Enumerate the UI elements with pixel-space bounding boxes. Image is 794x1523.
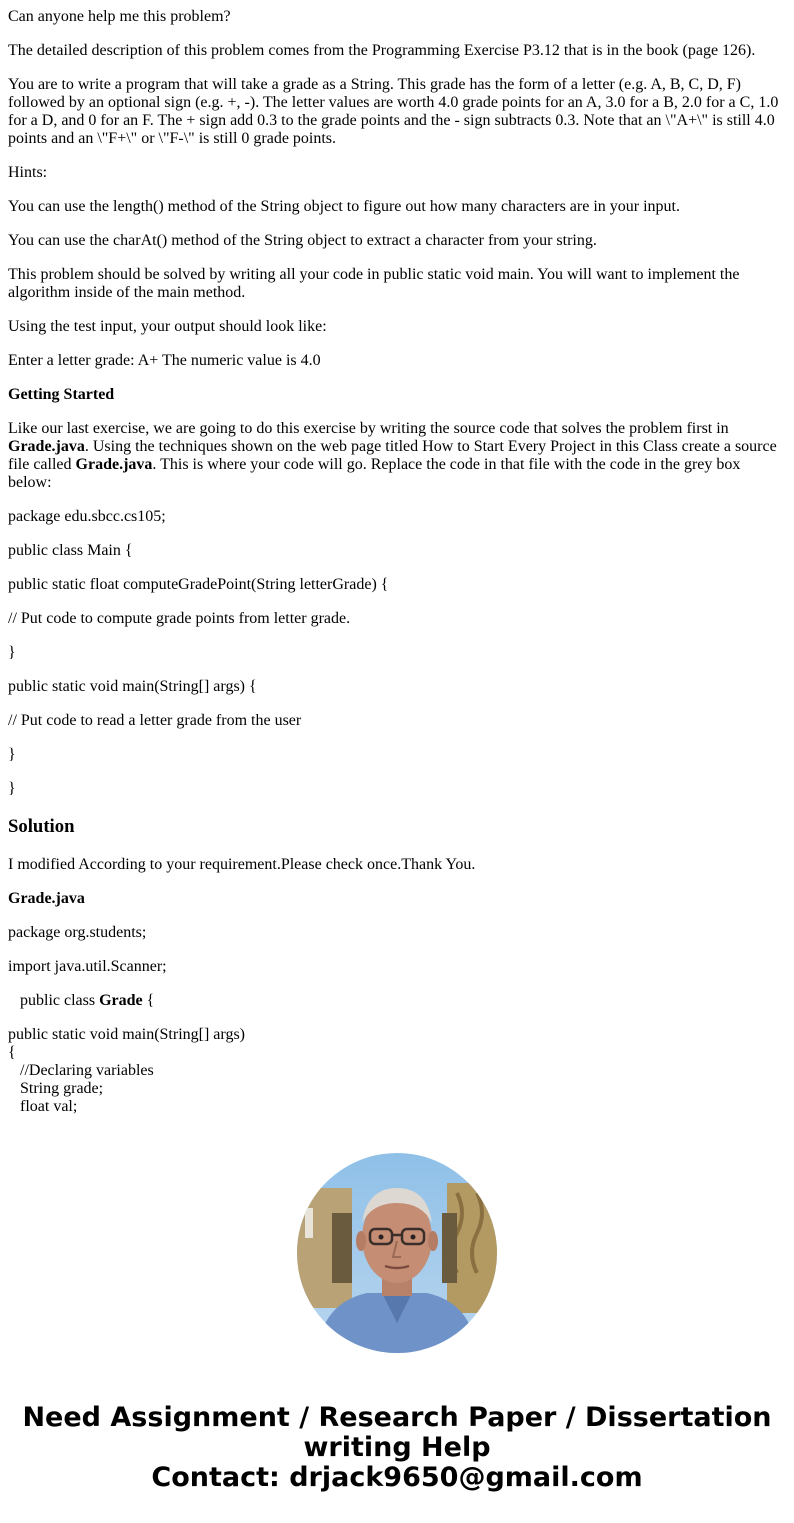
banner-line: Need Assignment / Research Paper / Dissertation [22,1402,772,1433]
hints-label: Hints: [8,164,48,181]
solution-heading: Solution [8,816,75,837]
code-line: //Declaring variables [20,1062,154,1079]
filename-grade-java: Grade.java [75,456,153,473]
solution-filename: Grade.java [8,890,85,907]
page-content [8,8,786,1132]
import-line: import java.util.Scanner; [8,958,167,975]
code-line: // Put code to read a letter grade from the user [8,712,302,729]
code-line: public static void main(String[] args) [8,1026,245,1043]
code-line: // Put code to compute grade points from letter grade. [8,610,351,627]
question-description: You are to write a program that will take a grade as a String. This grade has the form of a letter (e.g. A, B, C, D, F) followed by an optional sign (e.g. +, -). The letter values are worth 4.0 grade points for an A, 3.0 for a B, 2.0 for a C, 1.0 for a D, and 0 for an F. The + sign add 0.3 to the grade points and the - sign subtracts 0.3. Note that an \"A+\" is still 4.0 points and an \"F+\" or \"F-\" is still 0 grade points. [8,76,779,147]
banner-line: writing Help [303,1432,491,1463]
question-title: Can anyone help me this problem? [8,8,231,25]
code-line: { [8,1044,16,1061]
author-photo [297,1153,497,1353]
package-line: package org.students; [8,924,147,941]
solution-note: I modified According to your requirement.Please check once.Thank You. [8,856,476,873]
main-method-note: This problem should be solved by writing all your code in public static void main. You will want to implement the algorithm inside of the main method. [8,266,740,301]
code-line: } [8,780,16,797]
class-declaration: public class Grade { [20,992,155,1009]
code-line: } [8,644,16,661]
contact-banner [0,1403,794,1493]
code-line: public static float computeGradePoint(String letterGrade) { [8,576,389,593]
getting-started-paragraph: Like our last exercise, we are going to do this exercise by writing the source code that solves the problem first in Grade.java. Using the techniques shown on the web page titled How to Start Every Project in this Class create a source file called Grade.java. This is where your code will go. Replace the code in that file with the code in the grey box below: [8,420,777,491]
code-line: public class Main { [8,542,133,559]
code-line: package edu.sbcc.cs105; [8,508,166,525]
code-line: } [8,746,16,763]
contact-email: Contact: drjack9650@gmail.com [151,1462,643,1493]
filename-grade-java: Grade.java [8,438,85,455]
sample-output: Enter a letter grade: A+ The numeric value is 4.0 [8,352,321,369]
getting-started-heading: Getting Started [8,386,115,403]
hint-2: You can use the charAt() method of the String object to extract a character from your string. [8,232,597,249]
code-line: public static void main(String[] args) { [8,678,257,695]
test-input-note: Using the test input, your output should look like: [8,318,327,335]
author-avatar [297,1153,497,1353]
code-line: String grade; [20,1080,104,1097]
question-intro: The detailed description of this problem comes from the Programming Exercise P3.12 that is in the book (page 126). [8,42,756,59]
code-line: float val; [20,1098,78,1115]
hint-1: You can use the length() method of the String object to figure out how many characters are in your input. [8,198,680,215]
class-name: Grade [99,992,143,1009]
solution-code-block [8,1026,786,1116]
